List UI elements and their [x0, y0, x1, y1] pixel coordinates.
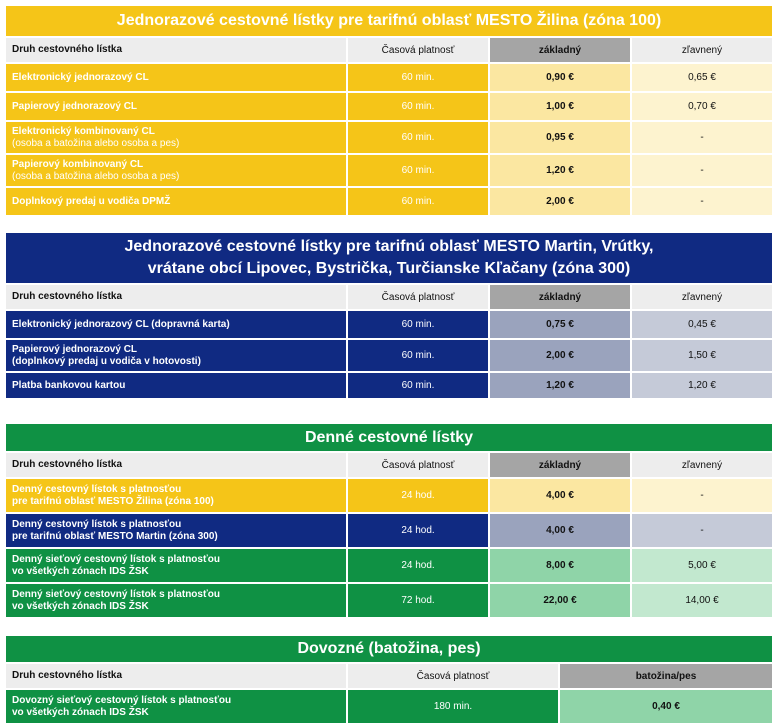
table-row	[6, 584, 772, 617]
header-reduced: zľavnený	[632, 38, 772, 62]
table-zilina	[6, 6, 772, 215]
ticket-validity: 60 min.	[348, 340, 488, 371]
table-title-line2: vrátane obcí Lipovec, Bystrička, Turčianske Kľačany (zóna 300)	[147, 260, 631, 277]
ticket-name: Papierový jednorazový CL	[12, 100, 138, 112]
ticket-note: (osoba a batožina alebo osoba a pes)	[12, 137, 180, 149]
ticket-price-reduced: -	[632, 155, 772, 186]
ticket-name-line2: vo všetkých zónach IDS ŽSK	[12, 565, 149, 577]
header-validity: Časová platnosť	[348, 285, 488, 309]
table-header	[6, 453, 772, 477]
ticket-price-reduced: -	[632, 479, 772, 512]
ticket-type	[6, 690, 346, 723]
ticket-price-basic: 8,00 €	[490, 549, 630, 582]
ticket-validity: 60 min.	[348, 155, 488, 186]
ticket-price-basic: 1,20 €	[490, 373, 630, 398]
table-row	[6, 514, 772, 547]
ticket-type	[6, 93, 346, 120]
ticket-validity: 72 hod.	[348, 584, 488, 617]
header-type: Druh cestovného lístka	[6, 664, 346, 688]
header-validity: Časová platnosť	[348, 453, 488, 477]
header-reduced: zľavnený	[632, 453, 772, 477]
table-title	[6, 6, 772, 36]
header-type: Druh cestovného lístka	[6, 38, 346, 62]
ticket-name: Elektronický jednorazový CL	[12, 71, 149, 83]
ticket-price-basic: 22,00 €	[490, 584, 630, 617]
ticket-price-reduced: 0,70 €	[632, 93, 772, 120]
header-reduced: zľavnený	[632, 285, 772, 309]
ticket-price: 0,40 €	[560, 690, 772, 723]
ticket-name: Dovozný sieťový cestovný lístok s platnosťou	[12, 694, 232, 706]
header-validity: Časová platnosť	[348, 38, 488, 62]
ticket-name: Elektronický kombinovaný CL	[12, 125, 155, 137]
header-luggage-pet: batožina/pes	[560, 664, 772, 688]
ticket-price-basic: 4,00 €	[490, 514, 630, 547]
ticket-name: Denný cestovný lístok s platnosťou	[12, 518, 182, 530]
table-title	[6, 233, 772, 283]
ticket-type	[6, 373, 346, 398]
ticket-name-line2: pre tarifnú oblasť MESTO Martin (zóna 300)	[12, 530, 218, 542]
ticket-name: Elektronický jednorazový CL (dopravná karta)	[12, 318, 230, 330]
header-basic: základný	[490, 285, 630, 309]
ticket-type	[6, 64, 346, 91]
ticket-name: Papierový jednorazový CL	[12, 343, 138, 355]
ticket-validity: 60 min.	[348, 188, 488, 215]
ticket-validity: 60 min.	[348, 311, 488, 338]
table-row	[6, 690, 772, 723]
ticket-name: Denný cestovný lístok s platnosťou	[12, 483, 182, 495]
ticket-type	[6, 340, 346, 371]
ticket-name: Doplnkový predaj u vodiča DPMŽ	[12, 195, 171, 207]
table-title-text: Denné cestovné lístky	[304, 428, 474, 446]
ticket-validity: 60 min.	[348, 64, 488, 91]
ticket-price-reduced: 1,20 €	[632, 373, 772, 398]
ticket-price-basic: 0,90 €	[490, 64, 630, 91]
ticket-validity: 60 min.	[348, 122, 488, 153]
ticket-type	[6, 584, 346, 617]
ticket-price-reduced: 14,00 €	[632, 584, 772, 617]
table-martin	[6, 233, 772, 398]
ticket-type	[6, 549, 346, 582]
header-basic: základný	[490, 453, 630, 477]
ticket-validity: 60 min.	[348, 373, 488, 398]
table-title-text: Jednorazové cestovné lístky pre tarifnú oblasť MESTO Žilina (zóna 100)	[116, 12, 662, 29]
ticket-type	[6, 188, 346, 215]
table-title-line1: Jednorazové cestovné lístky pre tarifnú oblasť MESTO Martin, Vrútky,	[124, 238, 654, 255]
table-row	[6, 311, 772, 338]
ticket-price-reduced: -	[632, 514, 772, 547]
ticket-name: Papierový kombinovaný CL	[12, 158, 144, 170]
table-row	[6, 340, 772, 371]
ticket-validity: 60 min.	[348, 93, 488, 120]
table-row	[6, 155, 772, 186]
table-row	[6, 549, 772, 582]
ticket-name-line2: vo všetkých zónach IDS ŽSK	[12, 600, 149, 612]
ticket-price-basic: 1,20 €	[490, 155, 630, 186]
table-luggage	[6, 636, 772, 723]
ticket-name-line2: pre tarifnú oblasť MESTO Žilina (zóna 100)	[12, 495, 214, 507]
table-row	[6, 373, 772, 398]
ticket-type	[6, 514, 346, 547]
ticket-validity: 180 min.	[348, 690, 558, 723]
ticket-validity: 24 hod.	[348, 549, 488, 582]
ticket-price-basic: 4,00 €	[490, 479, 630, 512]
table-title	[6, 424, 772, 451]
table-header	[6, 285, 772, 309]
table-row	[6, 93, 772, 120]
ticket-validity: 24 hod.	[348, 479, 488, 512]
ticket-price-reduced: -	[632, 188, 772, 215]
table-title-text: Dovozné (batožina, pes)	[297, 640, 481, 657]
table-title	[6, 636, 772, 662]
ticket-price-basic: 0,75 €	[490, 311, 630, 338]
ticket-validity: 24 hod.	[348, 514, 488, 547]
ticket-note: (doplnkový predaj u vodiča v hotovosti)	[12, 355, 201, 367]
header-type: Druh cestovného lístka	[6, 453, 346, 477]
table-row	[6, 122, 772, 153]
ticket-name: Denný sieťový cestovný lístok s platnosťou	[12, 553, 220, 565]
ticket-name-line2: vo všetkých zónach IDS ŽSK	[12, 706, 149, 718]
ticket-type	[6, 311, 346, 338]
table-header	[6, 664, 772, 688]
ticket-price-basic: 1,00 €	[490, 93, 630, 120]
table-header	[6, 38, 772, 62]
ticket-type	[6, 122, 346, 153]
ticket-price-basic: 2,00 €	[490, 188, 630, 215]
ticket-type	[6, 479, 346, 512]
table-row	[6, 188, 772, 215]
header-type: Druh cestovného lístka	[6, 285, 346, 309]
ticket-price-reduced: -	[632, 122, 772, 153]
ticket-name: Denný sieťový cestovný lístok s platnosťou	[12, 588, 220, 600]
ticket-price-reduced: 5,00 €	[632, 549, 772, 582]
ticket-name: Platba bankovou kartou	[12, 379, 126, 391]
table-row	[6, 479, 772, 512]
ticket-price-basic: 2,00 €	[490, 340, 630, 371]
ticket-price-reduced: 0,65 €	[632, 64, 772, 91]
header-validity: Časová platnosť	[348, 664, 558, 688]
table-row	[6, 64, 772, 91]
ticket-note: (osoba a batožina alebo osoba a pes)	[12, 170, 180, 182]
ticket-price-reduced: 0,45 €	[632, 311, 772, 338]
ticket-price-basic: 0,95 €	[490, 122, 630, 153]
ticket-price-reduced: 1,50 €	[632, 340, 772, 371]
ticket-type	[6, 155, 346, 186]
table-daily	[6, 424, 772, 617]
header-basic: základný	[490, 38, 630, 62]
